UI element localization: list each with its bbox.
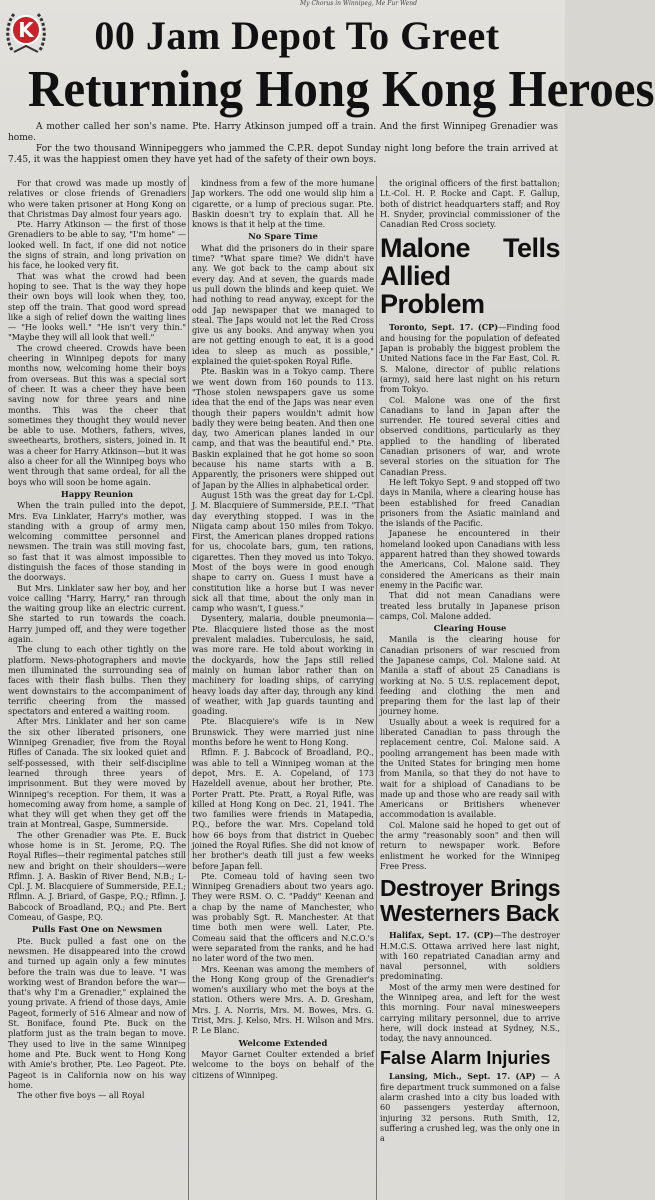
- lead-paragraphs: [8, 122, 558, 166]
- column-3: [380, 178, 560, 1200]
- paragraph: Pte. Comeau told of having seen two Winnipeg Grenadiers about two years ago. They were RSM. O. C. "Paddy" Keenan and a chap by the name of Manchester, who was probably Sgt. R. Manchester. At that time both men were well. Later, Pte. Comeau said that the officers and N.C.O.'s were separated from the ranks, and he had no later word of the two men.: [192, 870, 374, 964]
- subheading: Pulls Fast One on Newsmen: [31, 924, 163, 935]
- column-2: [192, 178, 374, 1200]
- paragraph: August 15th was the great day for L-Cpl. J. M. Blacquiere of Summerside, P.E.I. "That day everything stopped. I was in the Niigata camp about 150 miles from Tokyo. First, the American planes dropped rations for us, chocolate bars, gum, ten rations, cigarettes. Then they moved us into Tokyo. Most of the boys were in good enough shape to carry on. Guess I must have a constitution like a horse but I was never sick all that time, about the only man in camp who wasn't, I guess.": [192, 489, 374, 614]
- lead-paragraph: A mother called her son's name. Pte. Harry Atkinson jumped off a train. And the first Winnipeg Grenadier was home.: [8, 122, 558, 143]
- paragraph: Rflmn. F. J. Babcock of Broadland, P.Q., was able to tell a Winnipeg woman at the depot, Mrs. E. A. Copeland, of 173 Hazeldell avenue, about her brother, Pte. Porter Pratt. Pte. Pratt, a Royal Rifle, was killed at Hong Kong on Dec. 21, 1941. The two families were friends in Matapedia, P.Q., before the war. Mrs. Copeland told how 66 boys from that district in Quebec joined the Royal Rifles. She did not know of her brother's death till just a few weeks before Japan fell.: [192, 747, 374, 871]
- paragraph: Mrs. Keenan was among the members of the Hong Kong group of the Grenadier's women's auxiliary who met the boys at the station. Others were Mrs. A. D. Gresham, Mrs. J. A. Norris, Mrs. M. Bowes, Mrs. G. Trist, Mrs. J. Kelso, Mrs. H. Wilson and Mrs. P. Le Blanc.: [192, 963, 374, 1036]
- paragraph: Japanese he encountered in their homeland looked upon Canadians with less apparent hatred than they showed towards the Americans, Col. Malone said. They considered the Americans as their main enemy in the Pacific war.: [380, 528, 560, 590]
- subheading: Welcome Extended: [238, 1037, 328, 1048]
- dateline: Toronto, Sept. 17. (CP): [389, 322, 499, 333]
- paragraph: Dysentery, malaria, double pneumonia—Pte. Blacquiere listed those as the most prevalent maladies. Tuberculosis, he said, was more rare. He told about working in the dockyards, how the Japs still relied mainly on human labor rather than on machinery for loading ships, of carrying heavy loads day after day, through any kind of weather, with Jap guards taunting and goading.: [192, 613, 374, 717]
- paragraph: What did the prisoners do in their spare time? "What spare time? We didn't have any. We got back to the camp about six every day. And at seven, the guards made us pull down the blinds and keep quiet. We had nothing to read anyway, except for the odd Jap newspaper that we managed to steal. The Japs would not let the Red Cross give us any books. And anyway when you are not getting enough to eat, it is a good idea to sleep as much as possible," explained the quiet-spoken Royal Rifle.: [192, 242, 374, 367]
- paragraph-text: —Finding food and housing for the population of defeated Japan is probably the biggest problem the United Nations face in the Far East, Col. R. S. Malone, director of public relations (army), said here last night on his return from Tokyo.: [380, 322, 560, 395]
- paragraph: Pte. Baskin was in a Tokyo camp. There we went down from 160 pounds to 113. "Those stolen newspapers gave us some idea that the end of the Japs was near even though their papers wouldn't admit how badly they were being beaten. And then one day, two American planes landed in our camp, and that was the beautiful end." Pte. Baskin explained that he got home so soon because his name starts with a B. Apparently, the prisoners were shipped out of Japan by the Allies in alphabetical order.: [192, 366, 374, 490]
- false-alarm-headline: False Alarm Injuries: [380, 1048, 551, 1069]
- paragraph: Col. Malone said he hoped to get out of the army "reasonably soon" and then will return to newspaper work. Before enlistment he worked for the Winnipeg Free Press.: [380, 819, 560, 871]
- paragraph: The clung to each other tightly on the platform. News-photographers and movie men illuminated the surrounding sea of faces with their flash bulbs. Then they went downstairs to the accompaniment of terrific cheering from the massed spectators and entered a waiting room.: [8, 644, 186, 717]
- column-1: [8, 178, 186, 1200]
- paragraph: The crowd cheered. Crowds have been cheering in Winnipeg depots for many months now, welcoming home their boys from overseas. But this was a special sort of cheer. It was a cheer they have been saving now for three years and nine months. This was the cheer that sometimes they thought they would never be able to use. Mothers, fathers, wives, sweethearts, brothers, sisters, joined in. It was a cheer for Harry Atkinson—but it was also a cheer for all the Winnipeg boys who went through that same ordeal, for all the boys who will soon be home again.: [8, 342, 186, 487]
- paragraph: That did not mean Canadians were treated less brutally in Japanese prison camps, Col. Malone added.: [380, 590, 560, 621]
- paragraph: He left Tokyo Sept. 9 and stopped off two days in Manila, where a clearing house has been established for freed Canadian prisoners from the Asiatic mainland and the islands of the Pacific.: [380, 476, 560, 529]
- malone-story: [380, 322, 560, 871]
- destroyer-story: [380, 930, 560, 1043]
- paragraph-text: —The destroyer H.M.C.S. Ottawa arrived here last night, with 160 repatriated Canadian army and naval personnel, with soldiers predominating.: [380, 930, 561, 982]
- lead-paragraph: For the two thousand Winnipeggers who jammed the C.P.R. depot Sunday night long before the train arrived at 7.45, it was the happiest omen they have yet had of the safety of their own boys.: [8, 144, 558, 165]
- paragraph: That was what the crowd had been hoping to see. That is the way they hope their own boys will look when they, too, step off the train. That good word spread like a sigh of relief down the waiting lines — "He looks well." "He isn't very thin." "Maybe they will all look that well.": [8, 270, 186, 343]
- headline-line-1: 00 Jam Depot To Greet: [94, 13, 500, 58]
- paragraph: After Mrs. Linklater and her son came the six other liberated prisoners, one Winnipeg Grenadier, five from the Royal Rifles of Canada. The six looked quiet and self-possessed, with their self-discipline learned through three years of imprisonment. But they were moved by Winnipeg's reception. For them, it was a homecoming away from home, a sample of what they will get when they get off the train at Montreal, Gaspe, Summerside.: [8, 716, 186, 830]
- paragraph: Manila is the clearing house for Canadian prisoners of war rescued from the Japanese camps, Col. Malone said. At Manila a staff of about 25 Canadians is working at No. 5 U.S. replacement depot, feeding and clothing the men and preparing them for the last lap of their journey home.: [380, 634, 560, 717]
- column-divider: [376, 176, 377, 1200]
- paragraph: The other five boys — all Royal: [17, 1090, 145, 1101]
- paragraph: [380, 930, 560, 981]
- subheading: No Spare Time: [248, 231, 318, 242]
- paragraph: kindness from a few of the more humane Jap workers. The odd one would slip him a cigarette, or a lump of precious sugar. Pte. Baskin doesn't try to explain that. All he knows is that it help at the time.: [192, 178, 374, 230]
- paragraph-text: — A fire department truck summoned on a false alarm crashed into a city bus loaded with 60 passengers yesterday afternoon, injuring 32 persons. Ruth Smith, 12, suffering a crushed leg, was the only one in a: [380, 1071, 560, 1144]
- paragraph: Mayor Garnet Coulter extended a brief welcome to the boys on behalf of the citizens of Winnipeg.: [192, 1048, 374, 1080]
- destroyer-headline: Destroyer Brings Westerners Back: [380, 875, 560, 927]
- column-divider: [188, 176, 189, 1200]
- paragraph: [380, 322, 560, 394]
- dateline: Lansing, Mich., Sept. 17. (AP): [389, 1071, 536, 1082]
- false-alarm-story: [380, 1071, 560, 1143]
- dateline: Halifax, Sept. 17. (CP): [389, 930, 494, 941]
- paragraph: When the train pulled into the depot, Mrs. Eva Linklater, Harry's mother, was standing with a group of army men, welcoming committee personnel and newsmen. The train was still moving fast, so fast that it was almost impossible to distinguish the faces of those standing in the doorways.: [8, 500, 186, 583]
- paragraph: [380, 1071, 560, 1143]
- logo-letter: K: [18, 18, 34, 42]
- headline-line-2: Returning Hong Kong Heroes: [28, 59, 655, 118]
- paragraph: Most of the army men were destined for the Winnipeg area, and left for the west this morning. Four naval minesweepers carrying military personnel, due to arrive here, will dock instead at Sydney, N.S., today, the navy announced.: [380, 981, 560, 1044]
- paragraph: Col. Malone was one of the first Canadians to land in Japan after the surrender. He toured several cities and observed conditions, particularly as they applied to the handling of liberated Canadian prisoners of war, and wrote several stories on the situation for The Canadian Press.: [380, 394, 560, 477]
- subheading: Happy Reunion: [60, 488, 134, 499]
- subheading: Clearing House: [433, 623, 507, 634]
- continued-paragraph: the original officers of the first battalion; Lt.-Col. H. P. Rocke and Capt. F. Gallup, both of district headquarters staff; and Roy H. Snyder, provincial commissioner of the Canadian Red Cross society.: [380, 178, 560, 230]
- paragraph: Pte. Buck pulled a fast one on the newsmen. He disappeared into the crowd and turned up again only a few minutes before the train was due to leave. "I was working west of Brandon before the war—that's why I'm a Grenadier," explained the young private. A friend of those days, Amie Pageot, formerly of 516 Almear and now of St. Boniface, found Pte. Buck on the platform just as the train began to move. They used to live in the same Winnipeg home and Pte. Buck went to Hong Kong with Amie's brother, Pte. Leo Pageot. Pte. Pageot is in California now on his way home.: [8, 935, 186, 1090]
- paragraph: Pte. Harry Atkinson — the first of those Grenadiers to be able to say, "I'm home" — looked well. In fact, if one did not notice the signs of strain, and long privation on his face, he looked very fit.: [8, 219, 186, 271]
- paragraph: Usually about a week is required for a liberated Canadian to pass through the replacement centre, Col. Malone said. A pooling arrangement has been made with the United States for bringing men home from Manila, so that they do not have to wait for a shipload of Canadians to be made up and those who are ready sail with Americans or Britishers whenever accommodation is available.: [380, 716, 560, 820]
- paragraph: For that crowd was made up mostly of relatives or close friends of Grenadiers who were taken prisoner at Hong Kong on that Christmas Day almost four years ago.: [8, 178, 186, 219]
- paragraph: Pte. Blacquiere's wife is in New Brunswick. They were married just nine months before he went to Hong Kong.: [192, 716, 374, 748]
- malone-headline: Malone Tells Allied Problem: [380, 233, 560, 320]
- running-head: My Chorus in Winnipeg, Me Fur Wend: [300, 0, 417, 7]
- paragraph: The other Grenadier was Pte. E. Buck whose home is in St. Jerome, P.Q. The Royal Rifles—their regimental patches still new and bright on their shoulders—were Rflmn. J. A. Baskin of River Bend, N.B.; L-Cpl. J. M. Blacquiere of Summerside, P.E.I.; Rflmn. A. J. Briard, of Gaspe, P.Q.; Rflmn. J. Babcock of Broadland, P.Q.; and Pte. Bert Comeau, of Gaspe, P.Q.: [8, 829, 186, 923]
- paragraph: But Mrs. Linklater saw her boy, and her voice calling "Harry, Harry," ran through the waiting group like an electric current. She started to run towards the coach. Harry jumped off, and they were together again.: [8, 582, 186, 645]
